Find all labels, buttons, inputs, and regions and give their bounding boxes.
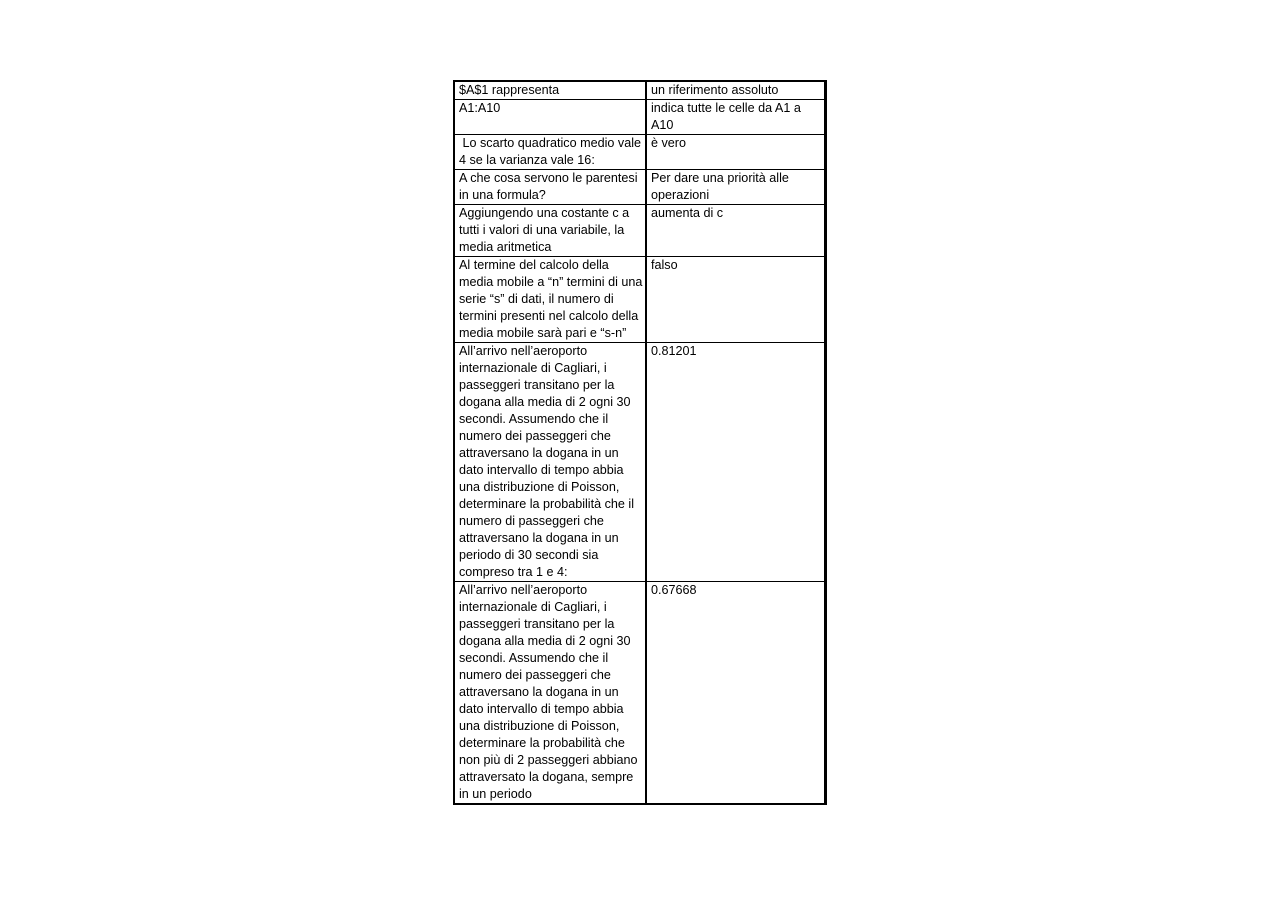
question-cell: Aggiungendo una costante c a tutti i valori di una variabile, la media aritmetica (454, 205, 646, 257)
answer-cell: 0.67668 (646, 582, 825, 805)
question-cell: A1:A10 (454, 100, 646, 135)
table-row (454, 257, 825, 343)
question-cell: All’arrivo nell’aeroporto internazionale di Cagliari, i passeggeri transitano per la dogana alla media di 2 ogni 30 secondi. Assumendo che il numero dei passeggeri che attraversano la dogana in un dato intervallo di tempo abbia una distribuzione di Poisson, determinare la probabilità che non più di 2 passeggeri abbiano attraversato la dogana, sempre in un periodo (454, 582, 646, 805)
table-row (454, 135, 825, 170)
question-cell: A che cosa servono le parentesi in una formula? (454, 170, 646, 205)
answer-cell: 0.81201 (646, 343, 825, 582)
answer-cell: falso (646, 257, 825, 343)
table-row (454, 205, 825, 257)
answer-cell: è vero (646, 135, 825, 170)
answer-cell: aumenta di c (646, 205, 825, 257)
table-row (454, 343, 825, 582)
question-cell: Al termine del calcolo della media mobile a “n” termini di una serie “s” di dati, il numero di termini presenti nel calcolo della media mobile sarà pari e “s-n” (454, 257, 646, 343)
answer-cell: indica tutte le celle da A1 a A10 (646, 100, 825, 135)
qa-table (453, 80, 827, 805)
answer-cell: Per dare una priorità alle operazioni (646, 170, 825, 205)
question-cell: Lo scarto quadratico medio vale 4 se la varianza vale 16: (454, 135, 646, 170)
question-cell: $A$1 rappresenta (454, 81, 646, 100)
table-row (454, 582, 825, 805)
table-row (454, 81, 825, 100)
question-cell: All’arrivo nell’aeroporto internazionale di Cagliari, i passeggeri transitano per la dogana alla media di 2 ogni 30 secondi. Assumendo che il numero dei passeggeri che attraversano la dogana in un dato intervallo di tempo abbia una distribuzione di Poisson, determinare la probabilità che il numero di passeggeri che attraversano la dogana in un periodo di 30 secondi sia compreso tra 1 e 4: (454, 343, 646, 582)
answer-cell: un riferimento assoluto (646, 81, 825, 100)
table-row (454, 100, 825, 135)
table-row (454, 170, 825, 205)
